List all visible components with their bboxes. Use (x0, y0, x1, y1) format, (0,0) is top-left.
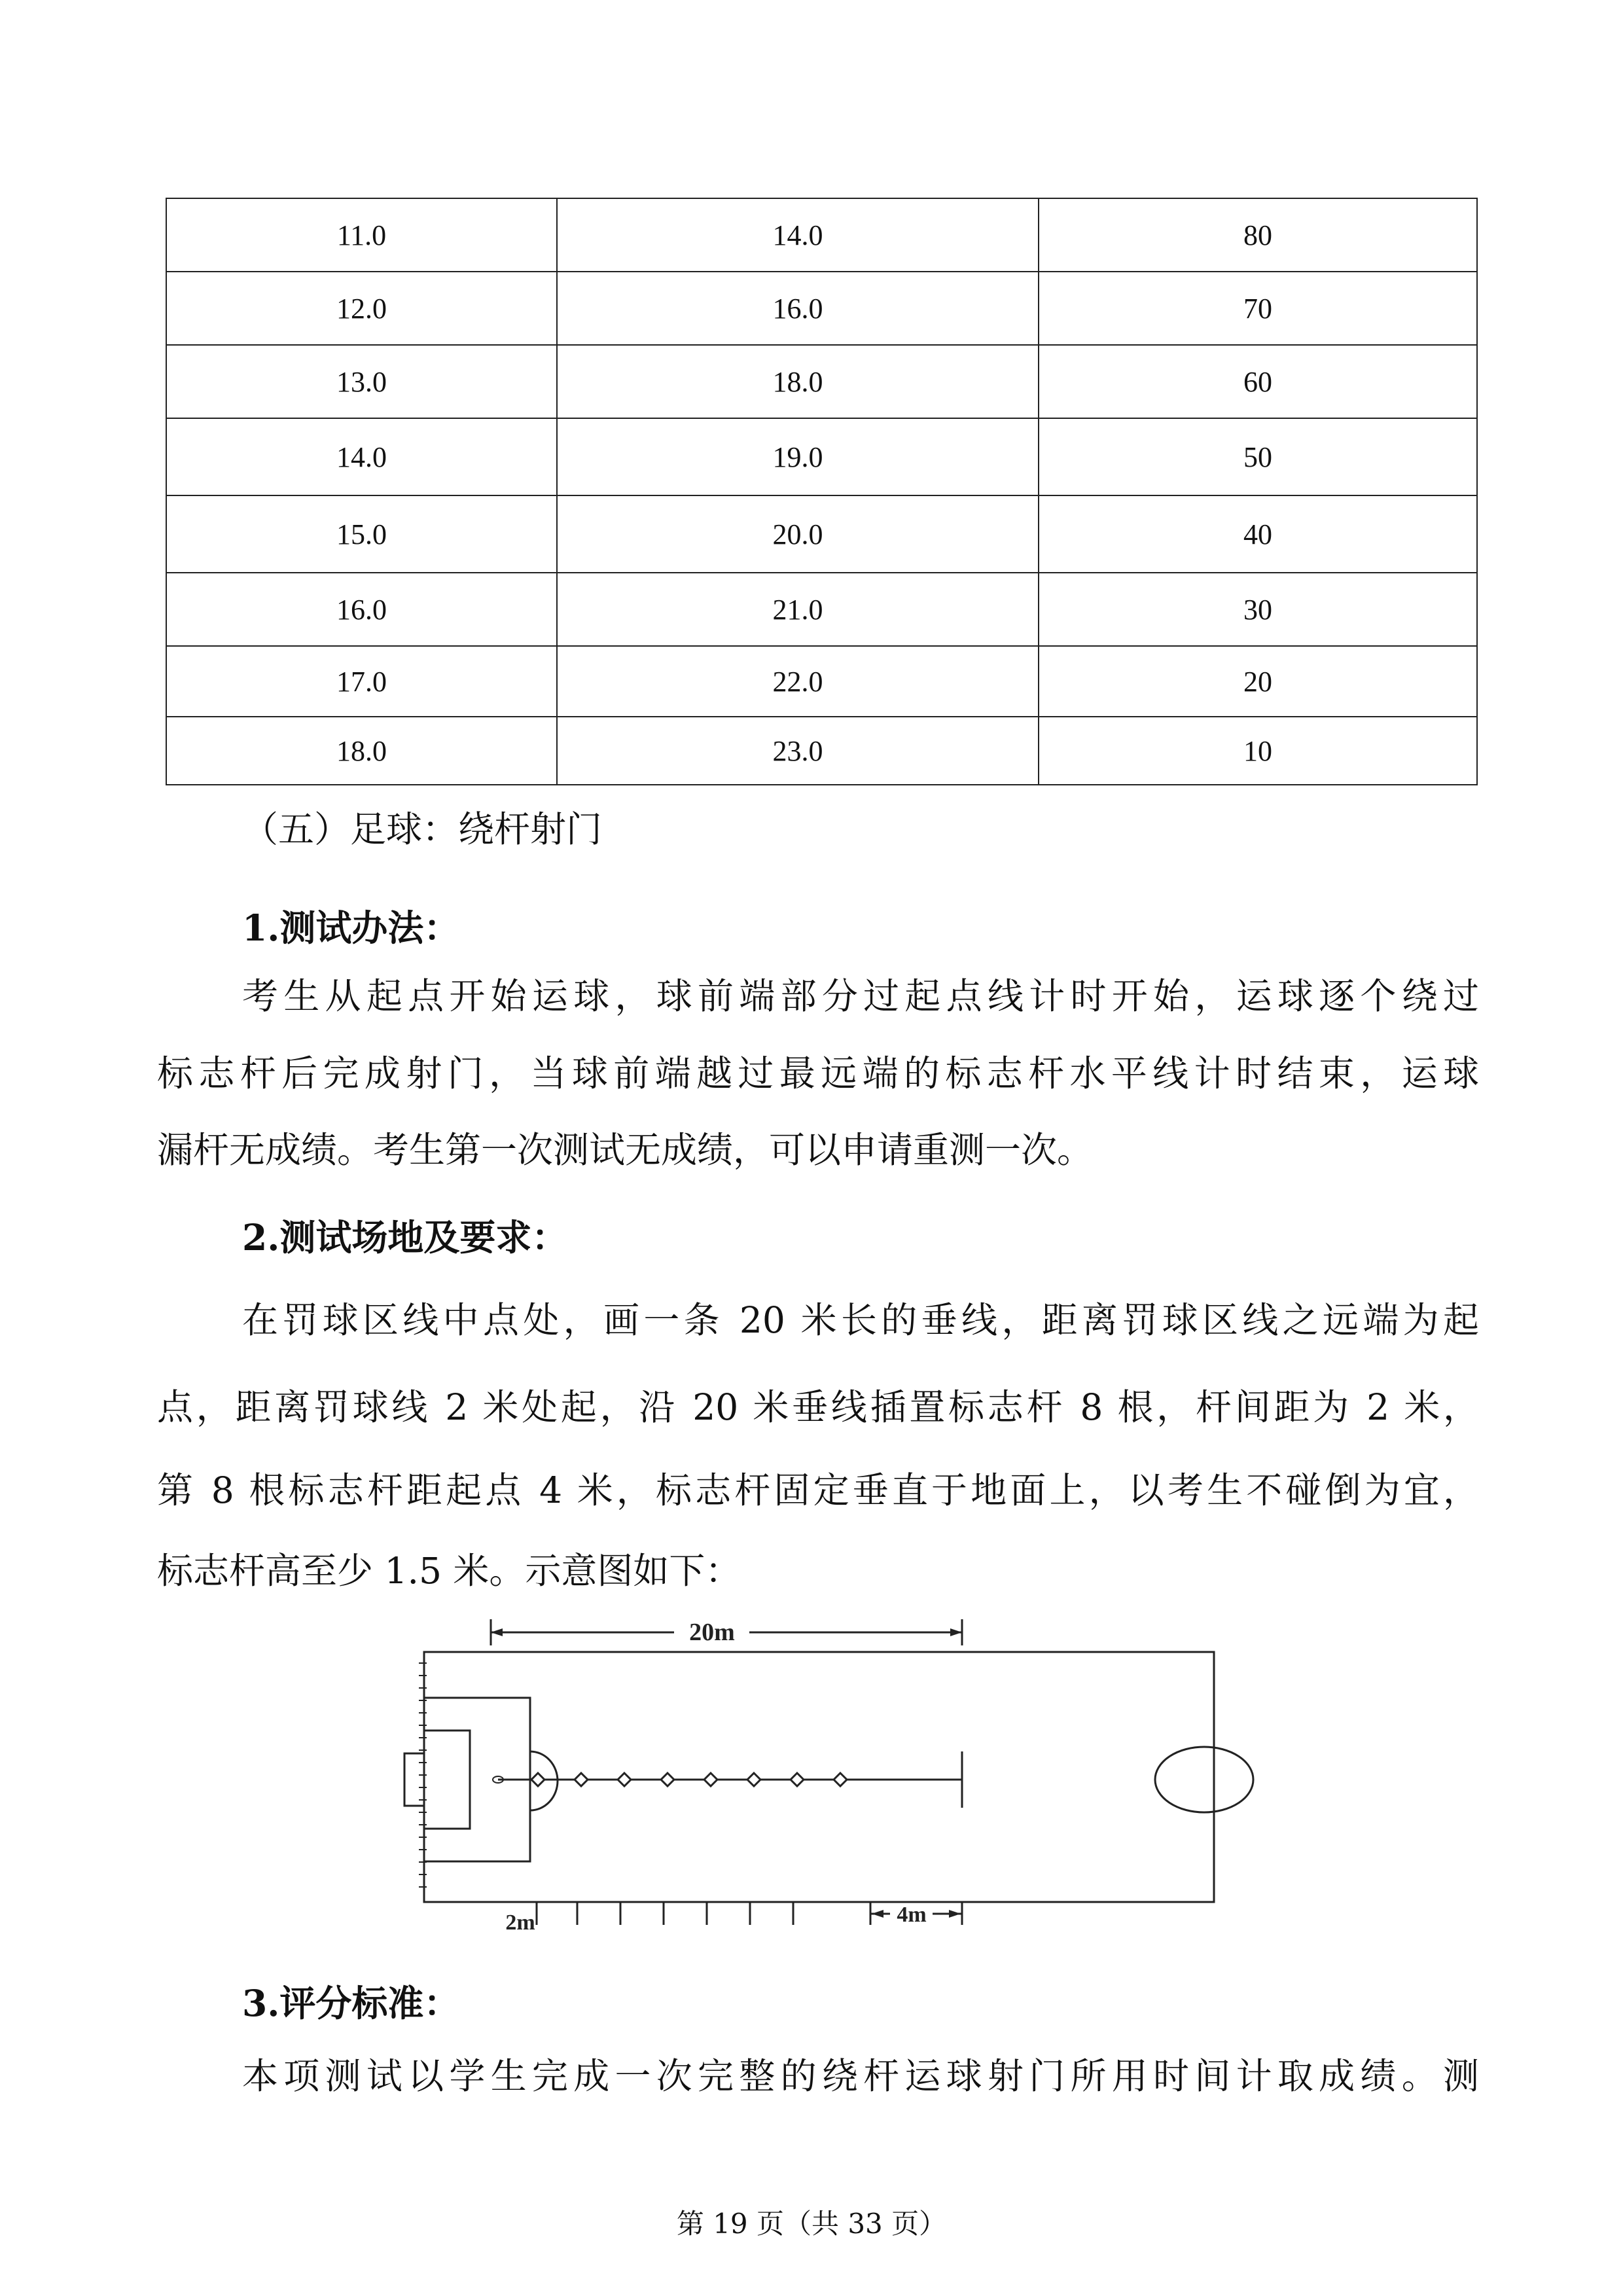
goal-area (424, 1731, 470, 1829)
field-line-4: 标志杆高至少 1.5 米。示意图如下： (157, 1550, 741, 1592)
page-footer: 第 19 页（共 33 页） (676, 2208, 947, 2240)
table-cell: 16.0 (557, 272, 1039, 345)
table-cell: 10 (1039, 717, 1477, 785)
scoring-heading: 3.评分标准： (242, 1982, 460, 2024)
table-cell: 13.0 (166, 345, 557, 418)
dim-20m-arrow-left (491, 1628, 503, 1636)
marker-pole (791, 1773, 804, 1786)
scoring-line-1: 本项测试以学生完成一次完整的绕杆运球射门所用时间计取成绩。测 (242, 2055, 1479, 2097)
marker-pole (531, 1773, 544, 1786)
dim-4m-arrow-left (872, 1910, 883, 1918)
table-cell: 23.0 (557, 717, 1039, 785)
table-cell: 80 (1039, 198, 1477, 272)
table-row (166, 573, 1477, 646)
field-line-1: 在罚球区线中点处，画一条 20 米长的垂线，距离罚球区线之远端为起 (242, 1299, 1479, 1341)
table-cell: 22.0 (557, 646, 1039, 717)
table-cell: 16.0 (166, 573, 557, 646)
table-cell: 17.0 (166, 646, 557, 717)
table-cell: 18.0 (557, 345, 1039, 418)
table-row (166, 272, 1477, 345)
label-2m: 2m (505, 1910, 535, 1935)
pitch-diagram (386, 1607, 1263, 1935)
table-cell: 14.0 (557, 198, 1039, 272)
table-cell: 14.0 (166, 418, 557, 495)
test-method-heading: 1.测试办法： (242, 906, 460, 949)
dim-20m-arrow-right (950, 1628, 962, 1636)
table-cell: 19.0 (557, 418, 1039, 495)
table-cell: 11.0 (166, 198, 557, 272)
marker-pole (834, 1773, 847, 1786)
table-cell: 30 (1039, 573, 1477, 646)
field-line-3: 第 8 根标志杆距起点 4 米，标志杆固定垂直于地面上，以考生不碰倒为宜， (157, 1469, 1479, 1511)
table-row (166, 345, 1477, 418)
test-method-line-3: 漏杆无成绩。考生第一次测试无成绩，可以申请重测一次。 (157, 1129, 1094, 1171)
label-20m: 20m (689, 1619, 735, 1646)
table-cell: 20 (1039, 646, 1477, 717)
table-cell: 50 (1039, 418, 1477, 495)
score-table-body (166, 198, 1477, 785)
table-cell: 70 (1039, 272, 1477, 345)
table-row (166, 495, 1477, 573)
test-method-line-2: 标志杆后完成射门，当球前端越过最远端的标志杆水平线计时结束，运球 (157, 1052, 1479, 1094)
table-row (166, 717, 1477, 785)
marker-pole (704, 1773, 717, 1786)
field-heading: 2.测试场地及要求： (242, 1216, 568, 1259)
pitch-diagram-svg (386, 1607, 1263, 1935)
center-circle (1155, 1747, 1253, 1812)
marker-pole (747, 1773, 760, 1786)
table-cell: 15.0 (166, 495, 557, 573)
label-4m: 4m (897, 1903, 927, 1927)
test-method-line-1: 考生从起点开始运球，球前端部分过起点线计时开始，运球逐个绕过 (242, 975, 1479, 1017)
field-line-2: 点，距离罚球线 2 米处起，沿 20 米垂线插置标志杆 8 根，杆间距为 2 米， (157, 1386, 1479, 1428)
table-cell: 21.0 (557, 573, 1039, 646)
table-row (166, 646, 1477, 717)
table-row (166, 198, 1477, 272)
table-cell: 60 (1039, 345, 1477, 418)
pitch-edge-ticks (419, 1663, 427, 1887)
table-cell: 18.0 (166, 717, 557, 785)
section-heading: （五）足球：绕杆射门 (242, 808, 603, 850)
marker-pole (575, 1773, 588, 1786)
score-table (166, 198, 1478, 785)
marker-pole (618, 1773, 631, 1786)
goal (404, 1753, 424, 1806)
table-cell: 12.0 (166, 272, 557, 345)
dim-4m-arrow-right (949, 1910, 961, 1918)
table-cell: 40 (1039, 495, 1477, 573)
table-row (166, 418, 1477, 495)
table-cell: 20.0 (557, 495, 1039, 573)
marker-pole (661, 1773, 674, 1786)
